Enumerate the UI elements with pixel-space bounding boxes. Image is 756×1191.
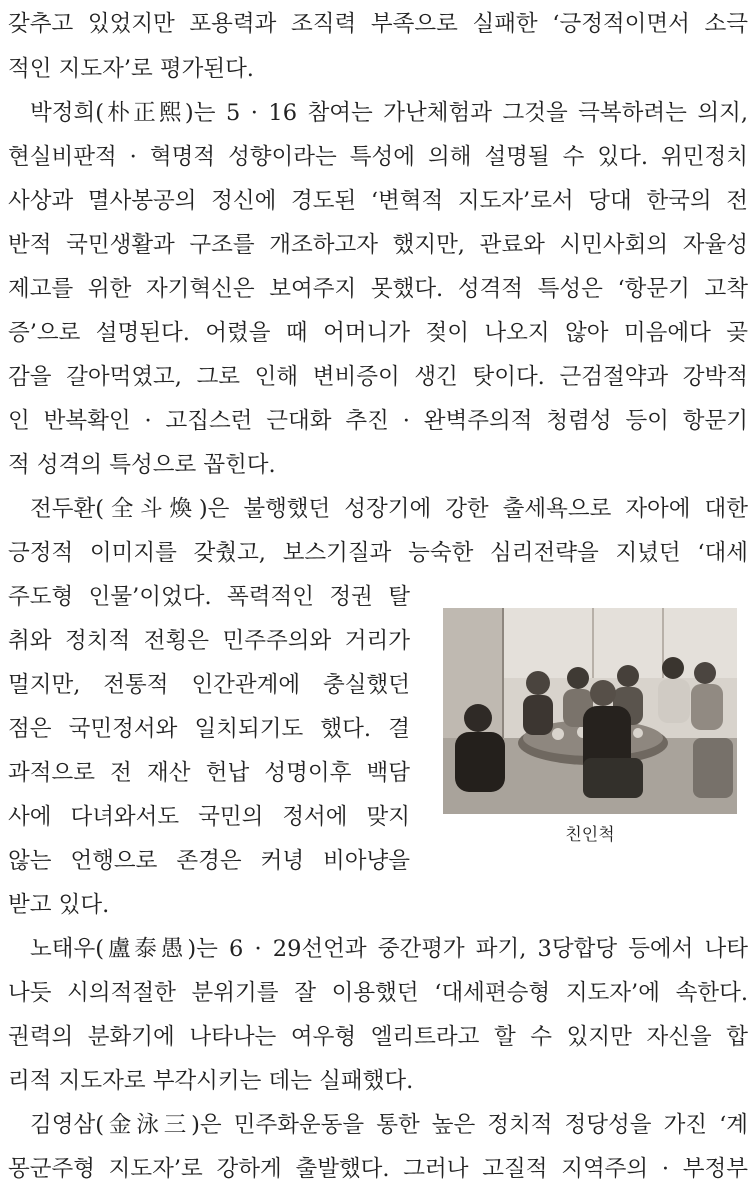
text-line: 증’으로 설명된다. 어렸을 때 어머니가 젖이 나오지 않아 미음에다 곶 <box>8 320 748 346</box>
text-line: 감을 갈아먹였고, 그로 인해 변비증이 생긴 탓이다. 근검절약과 강박적 <box>8 364 748 390</box>
text-line: 사상과 멸사봉공의 정신에 경도된 ‘변혁적 지도자’로서 당대 한국의 전 <box>8 188 748 214</box>
text-line: 인 반복확인 · 고집스런 근대화 추진 · 완벽주의적 청렴성 등이 항문기 <box>8 408 748 434</box>
text-line: 리적 지도자로 부각시키는 데는 실패했다. <box>8 1068 414 1094</box>
text-line: 김영삼(金泳三)은 민주화운동을 통한 높은 정치적 정당성을 가진 ‘계 <box>30 1112 748 1138</box>
text-line: 받고 있다. <box>8 892 110 918</box>
text-line: 사에 다녀와서도 국민의 정서에 맞지 <box>8 804 410 830</box>
text-line: 취와 정치적 전횡은 민주주의와 거리가 <box>8 628 410 654</box>
family-gathering-photo <box>443 608 737 814</box>
text-line: 않는 언행으로 존경은 커녕 비아냥을 <box>8 848 410 874</box>
text-line: 몽군주형 지도자’로 강하게 출발했다. 그러나 고질적 지역주의 · 부정부 <box>8 1156 748 1182</box>
text-line: 점은 국민정서와 일치되기도 했다. 결 <box>8 716 410 742</box>
text-line: 과적으로 전 재산 헌납 성명이후 백담 <box>8 760 410 786</box>
text-line: 적인 지도자’로 평가된다. <box>8 56 254 82</box>
text-line: 멀지만, 전통적 인간관계에 충실했던 <box>8 672 410 698</box>
text-line: 전두환(全斗煥)은 불행했던 성장기에 강한 출세욕으로 자아에 대한 <box>30 496 748 522</box>
text-line: 긍정적 이미지를 갖췄고, 보스기질과 능숙한 심리전략을 지녔던 ‘대세 <box>8 540 748 566</box>
text-line: 제고를 위한 자기혁신은 보여주지 못했다. 성격적 특성은 ‘항문기 고착 <box>8 276 748 302</box>
photo-caption: 친인척 <box>565 825 615 845</box>
text-line: 권력의 분화기에 나타나는 여우형 엘리트라고 할 수 있지만 자신을 합 <box>8 1024 748 1050</box>
text-line: 주도형 인물’이었다. 폭력적인 정권 탈 <box>8 584 410 610</box>
text-line: 갖추고 있었지만 포용력과 조직력 부족으로 실패한 ‘긍정적이면서 소극 <box>8 11 748 37</box>
text-line: 적 성격의 특성으로 꼽힌다. <box>8 452 276 478</box>
text-line: 노태우(盧泰愚)는 6 · 29선언과 중간평가 파기, 3당합당 등에서 나타 <box>30 936 748 962</box>
text-line: 반적 국민생활과 구조를 개조하고자 했지만, 관료와 시민사회의 자율성 <box>8 232 748 258</box>
text-line: 박정희(朴正熙)는 5 · 16 참여는 가난체험과 그것을 극복하려는 의지, <box>30 100 748 126</box>
text-line: 현실비판적 · 혁명적 성향이라는 특성에 의해 설명될 수 있다. 위민정치 <box>8 144 748 170</box>
text-line: 나듯 시의적절한 분위기를 잘 이용했던 ‘대세편승형 지도자’에 속한다. <box>8 980 748 1006</box>
